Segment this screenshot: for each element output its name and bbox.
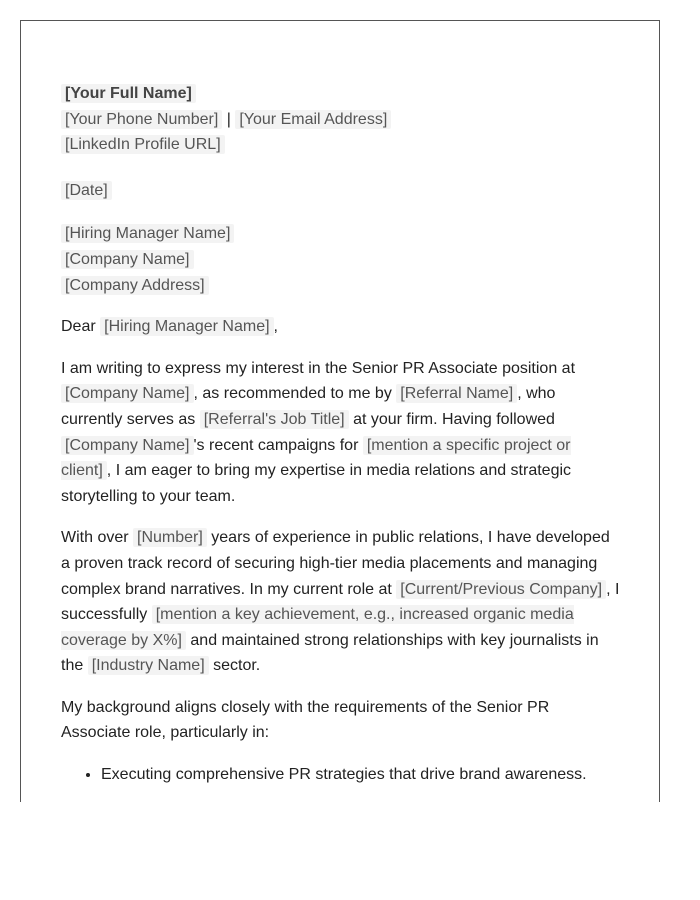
p1-text-2: , as recommended to me by <box>193 385 392 403</box>
contact-separator: | <box>226 110 231 128</box>
p2-number-placeholder: [Number] <box>133 528 207 547</box>
p2-industry-placeholder: [Industry Name] <box>88 656 209 675</box>
paragraph-1 <box>61 356 621 510</box>
recipient-company: [Company Name] <box>61 250 194 269</box>
p1-project-placeholder: [mention a specific project or client] <box>61 436 571 480</box>
paragraph-3: My background aligns closely with the requirements of the Senior PR Associate role, particularly in: <box>61 698 550 742</box>
p1-text-5: 's recent campaigns for <box>193 436 359 454</box>
p1-company2-placeholder: [Company Name] <box>61 436 194 455</box>
p1-text-1: I am writing to express my interest in the Senior PR Associate position at <box>61 359 576 377</box>
p2-text-3: , I successfully <box>61 580 620 624</box>
p1-referral-placeholder: [Referral Name] <box>396 384 517 403</box>
p2-text-2: years of experience in public relations, I have developed a proven track record of securing high-tier media placements and managing complex brand narratives. In my current role at <box>61 529 610 598</box>
recipient-address: [Company Address] <box>61 276 209 295</box>
p2-achievement-placeholder: [mention a key achievement, e.g., increased organic media coverage by X%] <box>61 606 574 649</box>
recipient-block <box>61 221 621 298</box>
sender-linkedin: [LinkedIn Profile URL] <box>61 135 225 154</box>
letter-content <box>61 81 621 788</box>
p2-text-5: sector. <box>213 657 261 675</box>
salutation-suffix: , <box>273 318 278 336</box>
sender-phone: [Your Phone Number] <box>61 110 222 129</box>
qualification-list <box>61 762 621 788</box>
recipient-manager: [Hiring Manager Name] <box>61 224 234 243</box>
sender-email: [Your Email Address] <box>235 110 391 129</box>
sender-full-name: [Your Full Name] <box>61 84 196 103</box>
letter-page <box>20 20 660 802</box>
p1-text-3: , who currently serves as <box>61 385 556 428</box>
salutation-name: [Hiring Manager Name] <box>100 317 273 336</box>
p1-company-placeholder: [Company Name] <box>61 384 194 403</box>
p2-text-4: and maintained strong relationships with key journalists in the <box>61 631 599 675</box>
p2-text-1: With over <box>61 529 129 547</box>
list-item: • Executing comprehensive PR strategies that drive brand awareness. <box>101 762 621 788</box>
salutation <box>61 314 621 340</box>
paragraph-2 <box>61 525 621 679</box>
p2-company-placeholder: [Current/Previous Company] <box>396 580 606 599</box>
letter-date: [Date] <box>61 181 112 200</box>
date-block <box>61 178 621 204</box>
p1-referral-title-placeholder: [Referral's Job Title] <box>200 410 349 429</box>
p1-text-4: at your firm. Having followed <box>353 410 555 428</box>
salutation-prefix: Dear <box>61 318 96 336</box>
sender-block <box>61 81 621 158</box>
p1-text-6: , I am eager to bring my expertise in media relations and strategic storytelling to your team. <box>61 462 572 505</box>
